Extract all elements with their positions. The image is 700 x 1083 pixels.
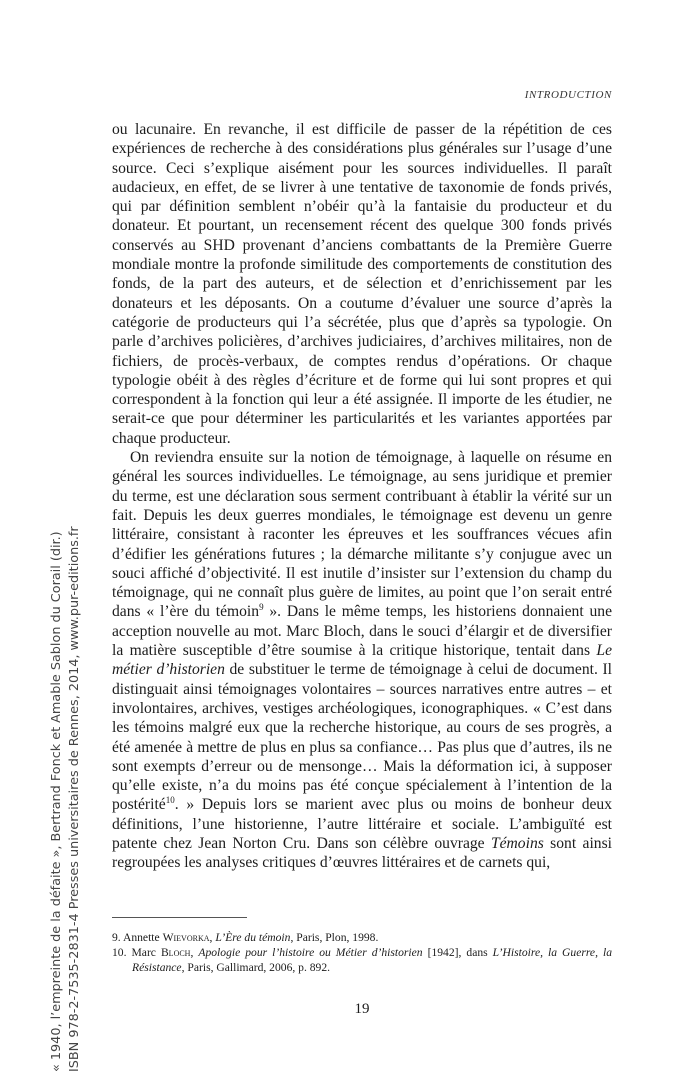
paragraph [112, 120, 612, 448]
italic-title: L’Ère du témoin [215, 931, 291, 944]
text-run: . » Depuis lors se marient avec plus ou moins de bonheur deux définitions, l’une historienne, l’autre littéraire et sociale. L’ambiguïté est patente chez Jean Norton Cru. Dans son célèbre ouvrage [112, 796, 612, 852]
text-run: de substituer le terme de témoignage à celui de document. Il distinguait ainsi témoignages volontaires – sources narratives entre autres – et involontaires, archives, vestiges archéologiques, iconographiques. « C’est dans les témoins malgré eux que la recherche historique, au cours de ses progrès, a été amenée à mettre de plus en plus sa confiance… Pas plus que d’autres, ils ne sont exempts d’erreur ou de mensonge… Mais la déformation ici, à supposer qu’elle existe, n’a du moins pas été conçue spécialement à l’intention de la postérité [112, 661, 612, 814]
body-text [112, 120, 612, 873]
sidebar-citation-line: « 1940, l’empreinte de la défaite », Bertrand Fonck et Amable Sablon du Corail (dir.) [49, 531, 64, 1072]
running-head: INTRODUCTION [524, 89, 612, 101]
text-run: , [209, 931, 216, 944]
footnote [112, 945, 612, 975]
italic-title: Apologie pour l’histoire ou Métier d’historien [198, 946, 423, 959]
italic-title: L’Histoire, la Guerre, la Résistance [132, 946, 612, 974]
text-run: , Paris, Gallimard, 2006, p. 892. [181, 961, 331, 974]
author-surname: Wievorka [162, 931, 210, 944]
author-surname: Bloch [160, 946, 191, 959]
text-run: sont ainsi regroupées les analyses critiques d’œuvres littéraires et de carnets qui, [112, 834, 612, 872]
text-run: ou lacunaire. En revanche, il est difficile de passer de la répétition de ces expériences de recherche à des considérations plus générales sur l’usage d’une source. Ceci s’explique aisément pour les sources individuelles. Il paraît audacieux, en effet, de se livrer à une tentative de taxonomie de fonds privés, qui par définition semblent n’obéir qu’à la fantaisie du producteur et du donateur. Et pourtant, un recensement récent des quelque 300 fonds privés conservés au SHD provenant d’anciens combattants de la Première Guerre mondiale montre la profonde similitude des comportements de constitution des fonds, de la part des auteurs, et de sélection et d’enrichissement par les donateurs et les déposants. On a coutume d’évaluer une source d’après la catégorie de producteurs qui l’a sécrétée, plus que d’après sa typologie. On parle d’archives policières, d’archives judiciaires, d’archives militaires, non de fichiers, de procès-verbaux, de comptes rendus d’opérations. Or chaque typologie obéit à des règles d’écriture et de forme qui lui sont propres et qui correspondent à la fonction qui leur a été assignée. Il importe de les étudier, ne serait-ce que pour déterminer les particularités et les variantes apportées par chaque producteur. [112, 121, 612, 447]
text-run: , Paris, Plon, 1998. [290, 931, 379, 944]
footnote [112, 930, 612, 945]
text-run: [1942], dans [422, 946, 493, 959]
text-run: On reviendra ensuite sur la notion de témoignage, à laquelle on résume en général les sources individuelles. Le témoignage, au sens juridique et premier du terme, est une déclaration sous serment contribuant à établir la vérité sur un fait. Depuis les deux guerres mondiales, le témoignage est devenu un genre littéraire, consistant à raconter les épreuves et les souffrances vécues afin d’édifier les générations futures ; la démarche militante s’y conjugue avec un souci affiché d’objectivité. Il est inutile d’insister sur l’extension du champ du témoignage, qui ne connaît plus guère de limites, au point que l’on serait entré dans « l’ère du témoin [112, 449, 612, 621]
copyright-sidebar [48, 72, 84, 1072]
footnote-reference: 9 [259, 602, 264, 613]
italic-title: Le métier d’historien [112, 642, 612, 679]
footnotes [112, 930, 612, 975]
italic-title: Témoins [490, 834, 544, 852]
sidebar-isbn-line: ISBN 978-2-7535-2831-4 Presses universitaires de Rennes, 2014, www.pur-editions.fr [67, 526, 82, 1072]
footnote-reference: 10 [165, 795, 175, 806]
text-run: ». Dans le même temps, les historiens donnaient une acception nouvelle au mot. Marc Bloch, dans le souci d’élargir et de diversifier la matière susceptible d’être soumise à la critique historique, tentait dans [112, 603, 612, 660]
text-run: 9. Annette [112, 931, 163, 944]
text-run: 10. Marc [112, 946, 161, 959]
text-run: , [190, 946, 199, 959]
paragraph [112, 448, 612, 873]
footnote-separator [112, 917, 247, 918]
page-number: 19 [354, 1001, 370, 1017]
